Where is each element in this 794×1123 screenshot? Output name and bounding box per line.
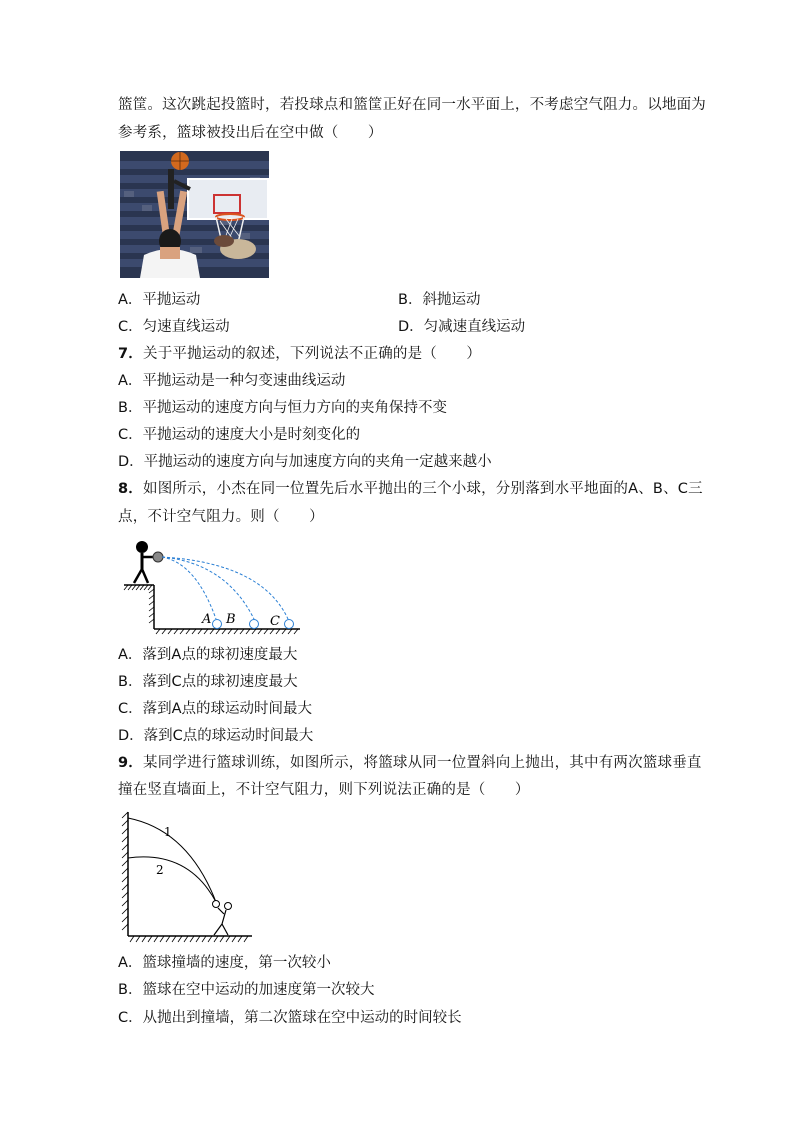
q9-number: 9．	[118, 755, 143, 771]
q7-stem: 关于平抛运动的叙述，下列说法不正确的是（ ）	[143, 346, 482, 362]
q6-option-a[interactable]: A．平抛运动	[118, 292, 201, 308]
q8-label-a: A	[202, 612, 212, 627]
q9-option-c[interactable]: C．从抛出到撞墙，第二次篮球在空中运动的时间较长	[118, 1010, 462, 1026]
q9-figure-svg	[118, 808, 258, 946]
q9-stem-line2: 撞在竖直墙面上，不计空气阻力，则下列说法正确的是（ ）	[118, 782, 530, 798]
q9-label-2: 2	[156, 863, 164, 877]
q8-option-b[interactable]: B．落到C点的球初速度最大	[118, 674, 298, 690]
q6-stem-line2: 参考系，篮球被投出后在空中做（ ）	[118, 125, 383, 141]
q9-option-a[interactable]: A．篮球撞墙的速度，第一次较小	[118, 955, 331, 971]
q7-number: 7．	[118, 346, 143, 362]
q8-label-b: B	[226, 612, 236, 627]
q8-stem-1: 如图所示，小杰在同一位置先后水平抛出的三个小球，分别落到水平地面的A、B、C三	[143, 481, 703, 497]
q9-stem-line1	[118, 753, 702, 773]
q6-option-c[interactable]: C．匀速直线运动	[118, 319, 230, 335]
q7-option-a[interactable]: A．平抛运动是一种匀变速曲线运动	[118, 373, 346, 389]
q8-option-a[interactable]: A．落到A点的球初速度最大	[118, 647, 298, 663]
q7-option-b[interactable]: B．平抛运动的速度方向与恒力方向的夹角保持不变	[118, 400, 447, 416]
q8-stem-line2: 点，不计空气阻力。则（ ）	[118, 509, 324, 525]
q8-figure-svg	[118, 533, 308, 637]
q8-stem-line1	[118, 479, 703, 499]
q9-label-1: 1	[164, 825, 172, 839]
q8-figure	[118, 533, 308, 637]
q9-stem-1: 某同学进行篮球训练，如图所示，将篮球从同一位置斜向上抛出，其中有两次篮球垂直	[143, 755, 702, 771]
q6-option-d[interactable]: D．匀减速直线运动	[398, 319, 526, 335]
q8-option-d[interactable]: D．落到C点的球运动时间最大	[118, 728, 314, 744]
q9-figure	[118, 808, 258, 946]
q8-option-c[interactable]: C．落到A点的球运动时间最大	[118, 701, 313, 717]
q6-stem-line1: 篮筐。这次跳起投篮时，若投球点和篮筐正好在同一水平面上，不考虑空气阻力。以地面为	[118, 97, 706, 113]
q8-label-c: C	[270, 614, 280, 629]
q7-option-d[interactable]: D．平抛运动的速度方向与加速度方向的夹角一定越来越小	[118, 454, 492, 470]
q6-option-b[interactable]: B．斜抛运动	[398, 292, 481, 308]
q7-option-c[interactable]: C．平抛运动的速度大小是时刻变化的	[118, 427, 361, 443]
q8-number: 8．	[118, 481, 143, 497]
basketball-photo	[120, 151, 269, 278]
basketball-photo-svg	[120, 151, 269, 278]
q7-stem-line	[118, 344, 481, 364]
q9-option-b[interactable]: B．篮球在空中运动的加速度第一次较大	[118, 982, 375, 998]
